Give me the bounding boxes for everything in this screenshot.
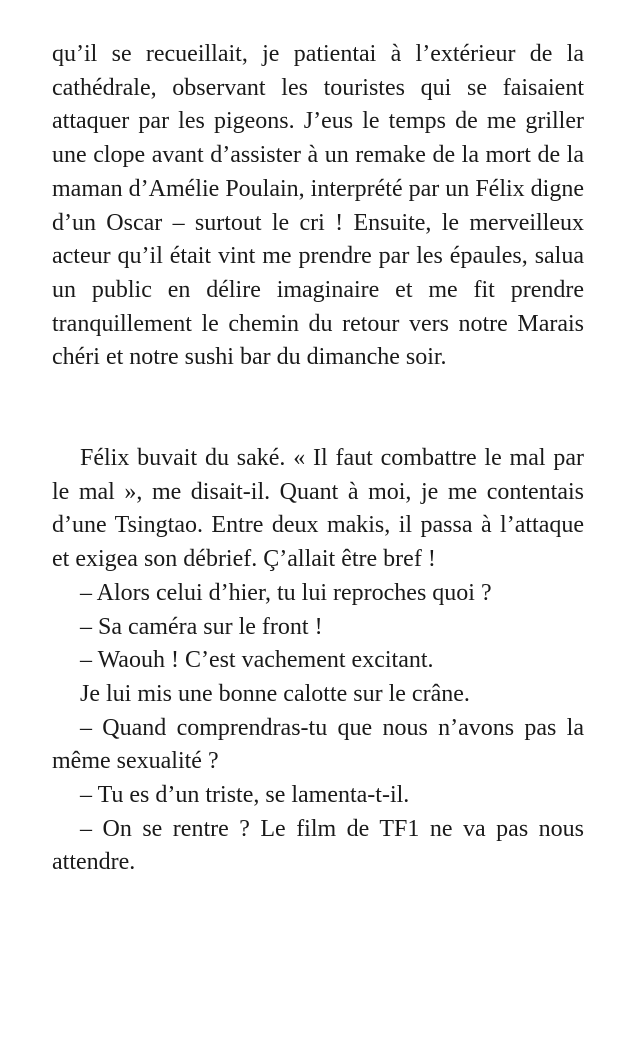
dialogue-line-4: – Quand comprendras-tu que nous n’avons pas la même sexualité ? [52, 714, 584, 775]
dialogue-line-2: – Sa caméra sur le front ! [80, 613, 323, 640]
section-break [52, 375, 584, 442]
narration-line: Je lui mis une bonne calotte sur le crâne. [80, 680, 470, 707]
paragraph-sake: Félix buvait du saké. « Il faut combattre le mal par le mal », me disait-il. Quant à moi, je me contentais d’une Tsingtao. Entre deux makis, il passa à l’attaque et exigea son débrief. Ç’allait être bref ! [52, 445, 584, 573]
dialogue-line-6: – On se rentre ? Le film de TF1 ne va pas nous attendre. [52, 815, 584, 876]
dialogue-line-1: – Alors celui d’hier, tu lui reproches quoi ? [80, 579, 492, 606]
book-page [52, 38, 584, 880]
dialogue-line-5: – Tu es d’un triste, se lamenta-t-il. [80, 782, 410, 809]
paragraph-opening: qu’il se recueillait, je patientai à l’extérieur de la cathédrale, observant les touristes qui se faisaient attaquer par les pigeons. J’eus le temps de me griller une clope avant d’assister à un remake de la mort de la maman d’Amélie Poulain, interprété par un Félix digne d’un Oscar – surtout le cri ! Ensuite, le merveilleux acteur qu’il était vint me prendre par les épaules, salua un public en délire imaginaire et me fit prendre tranquillement le chemin du retour vers notre Marais chéri et notre sushi bar du dimanche soir. [52, 41, 584, 371]
dialogue-line-3: – Waouh ! C’est vachement excitant. [80, 647, 434, 674]
